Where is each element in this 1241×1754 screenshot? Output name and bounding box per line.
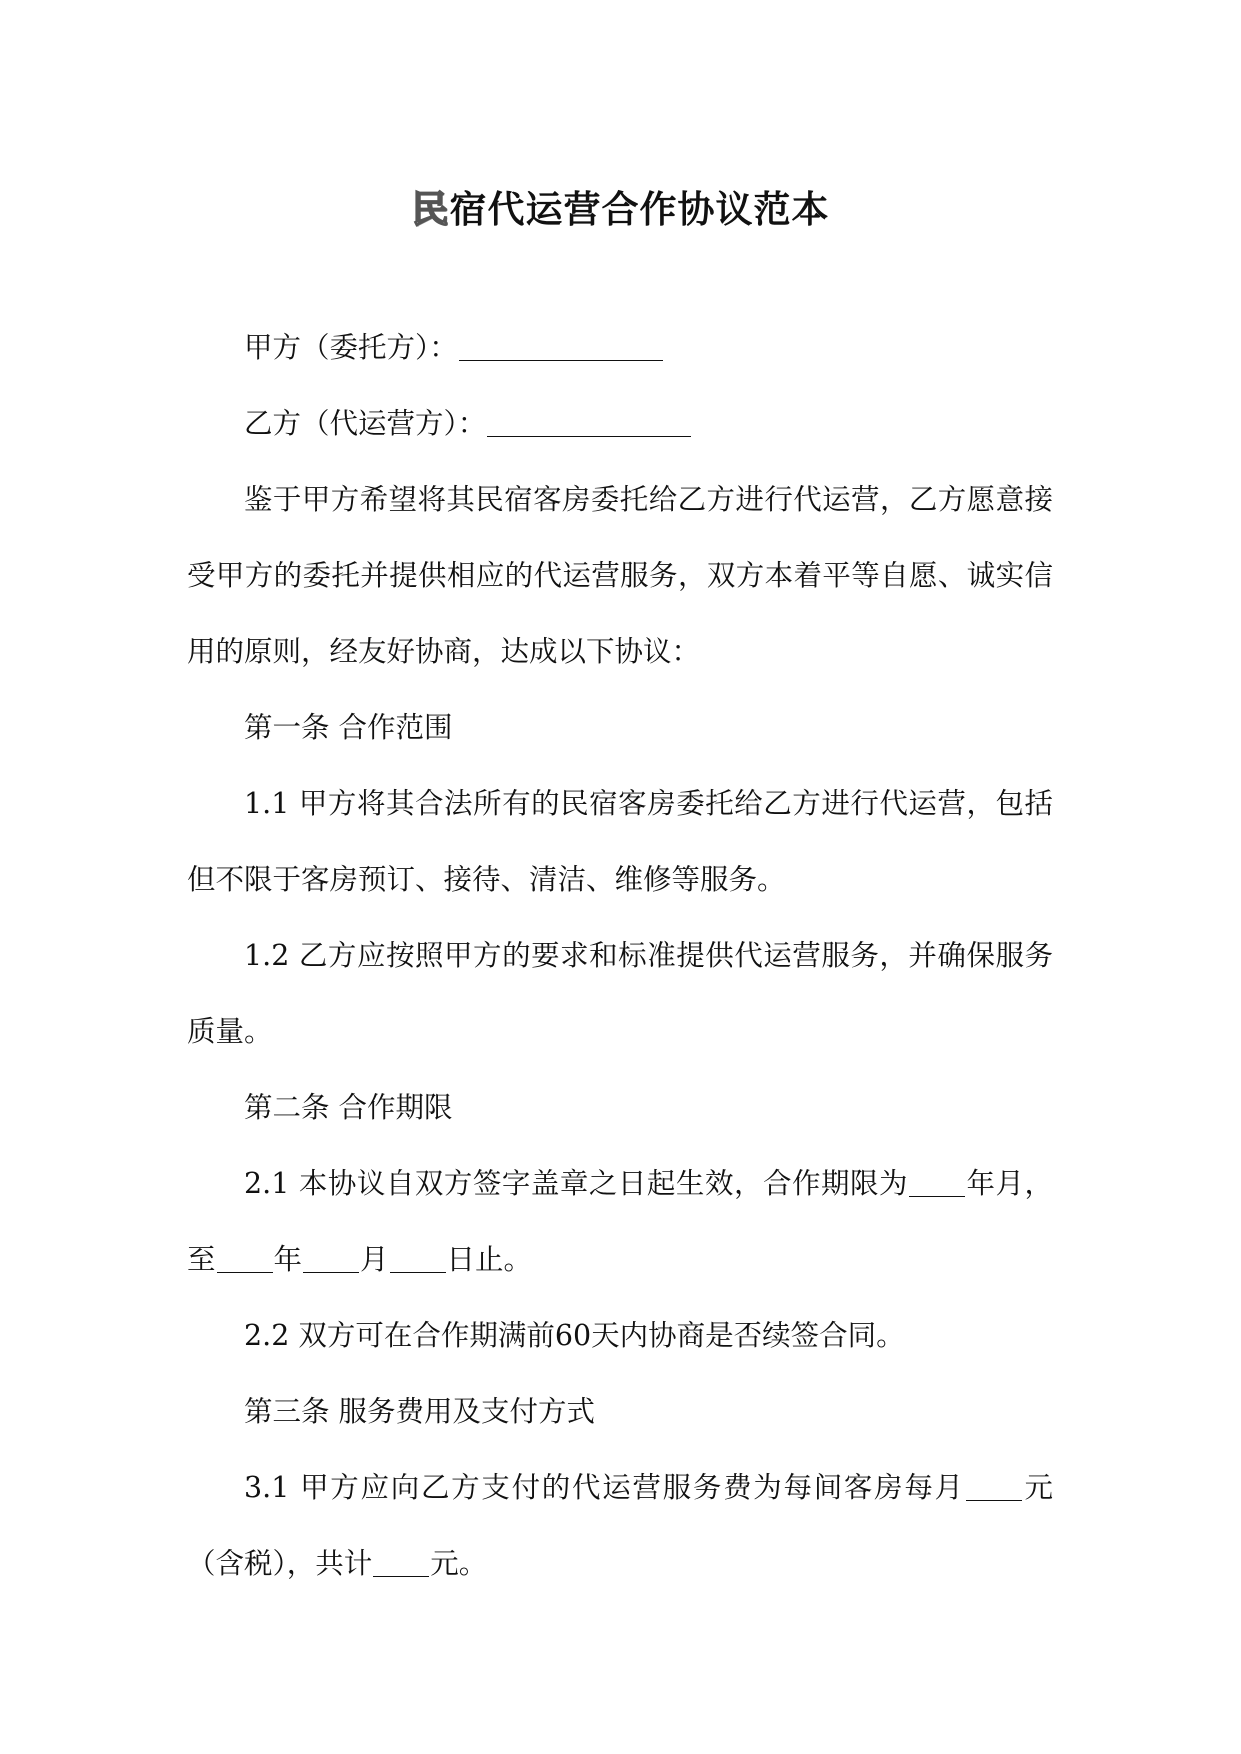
party-b-label: 乙方（代运营方）： [244,407,487,440]
clause-2-1-text-e: 日止。 [446,1243,533,1276]
title-first-char: 民 [411,187,450,231]
document-title [0,184,1241,234]
monthly-fee-blank [966,1472,1022,1502]
clause-3-1 [187,1450,1053,1602]
clause-3-1-text-b: 元（含税），共计 [187,1471,1053,1580]
article-3-heading: 第三条 服务费用及支付方式 [244,1395,596,1428]
term-years-blank [909,1168,965,1198]
party-a-line [187,310,1053,386]
party-a-blank [459,332,663,362]
clause-2-1-text-d: 月 [360,1243,389,1276]
article-2-heading: 第二条 合作期限 [244,1091,453,1124]
clause-2-1-text-b: 年月，至 [187,1167,1053,1276]
document-body [187,310,1053,1602]
article-1-heading: 第一条 合作范围 [244,711,453,744]
end-day-blank [390,1244,446,1274]
end-month-blank [303,1244,359,1274]
clause-1-1: 1.1 甲方将其合法所有的民宿客房委托给乙方进行代运营，包括但不限于客房预订、接待、清洁、维修等服务。 [187,787,1053,896]
clause-3-1-text-c: 元。 [430,1547,488,1580]
clause-2-1-text-c: 年 [273,1243,303,1276]
clause-3-1-text-a: 3.1 甲方应向乙方支付的代运营服务费为每间客房每月 [244,1471,965,1504]
end-year-blank [217,1244,273,1274]
clause-2-1 [187,1146,1053,1298]
clause-1-2: 1.2 乙方应按照甲方的要求和标准提供代运营服务，并确保服务质量。 [187,939,1053,1048]
title-rest: 宿代运营合作协议范本 [449,187,830,231]
clause-2-2: 2.2 双方可在合作期满前60天内协商是否续签合同。 [244,1319,905,1352]
total-fee-blank [373,1548,429,1578]
party-b-blank [487,408,691,438]
clause-2-1-text-a: 2.1 本协议自双方签字盖章之日起生效，合作期限为 [244,1167,908,1200]
preamble-paragraph: 鉴于甲方希望将其民宿客房委托给乙方进行代运营，乙方愿意接受甲方的委托并提供相应的代运营服务，双方本着平等自愿、诚实信用的原则，经友好协商，达成以下协议： [187,483,1053,668]
party-b-line [187,386,1053,462]
party-a-label: 甲方（委托方）： [244,331,458,364]
